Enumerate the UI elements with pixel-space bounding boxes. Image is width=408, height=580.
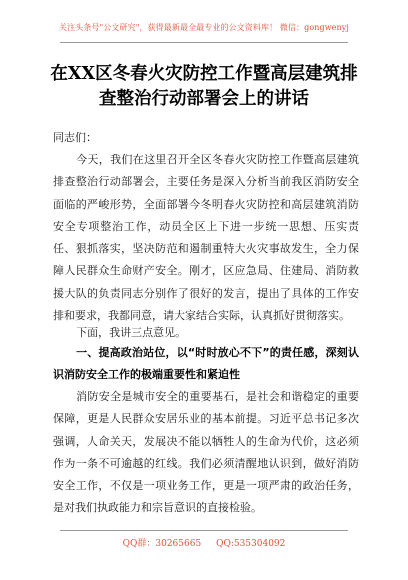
footer-qq: QQ:535304092 xyxy=(216,539,286,549)
page-title xyxy=(40,62,368,112)
footer xyxy=(0,536,408,549)
salutation: 同志们： xyxy=(53,131,97,144)
header-banner: 关注头条号"公文研究"，获得最新最全最专业的公文资料库！ 微信：gongwenyj xyxy=(59,23,349,32)
footer-divider xyxy=(60,530,348,531)
paragraph-intro: 今天，我们在这里召开全区冬春火灾防控工作暨高层建筑排查整治行动部署会，主要任务是深入分析当前我区消防安全面临的严峻形势，全面部署今冬明春火灾防控和高层建筑消防安全专项整治工作，动员全区上下进一步统一思想、压实责任、狠抓落实，坚决防范和遏制重特大火灾事故发生，全力保障人民群众生命财产安全。刚才，区应急局、住建局、消防救援大队的负责同志分别作了很好的发言，提出了具体的工作安排和要求，我都同意，请大家结合实际，认真抓好贯彻落实。 xyxy=(53,153,359,323)
title-line-2: 查整治行动部署会上的讲话 xyxy=(99,89,309,109)
title-line-1: 在XX区冬春火灾防控工作暨高层建筑排 xyxy=(50,64,358,84)
section-heading-1: 一、提高政治站位，以“时时放心不下”的责任感，深刻认识消防安全工作的极端重要性和紧迫性 xyxy=(53,346,359,382)
footer-qq-group: QQ群：30265665 xyxy=(122,539,202,549)
header-divider xyxy=(60,42,348,43)
paragraph-outline: 下面，我讲三点意见。 xyxy=(76,326,187,339)
paragraph-section-1: 消防安全是城市安全的重要基石，是社会和谐稳定的重要保障，更是人民群众安居乐业的基本前提。习近平总书记多次强调，人命关天，发展决不能以牺牲人的生命为代价，这必须作为一条不可逾越的红线。我们必须清醒地认识到，做好消防安全工作，不仅是一项业务工作，更是一项严肃的政治任务，是对我们执政能力和宗旨意识的直接检验。 xyxy=(53,390,359,515)
